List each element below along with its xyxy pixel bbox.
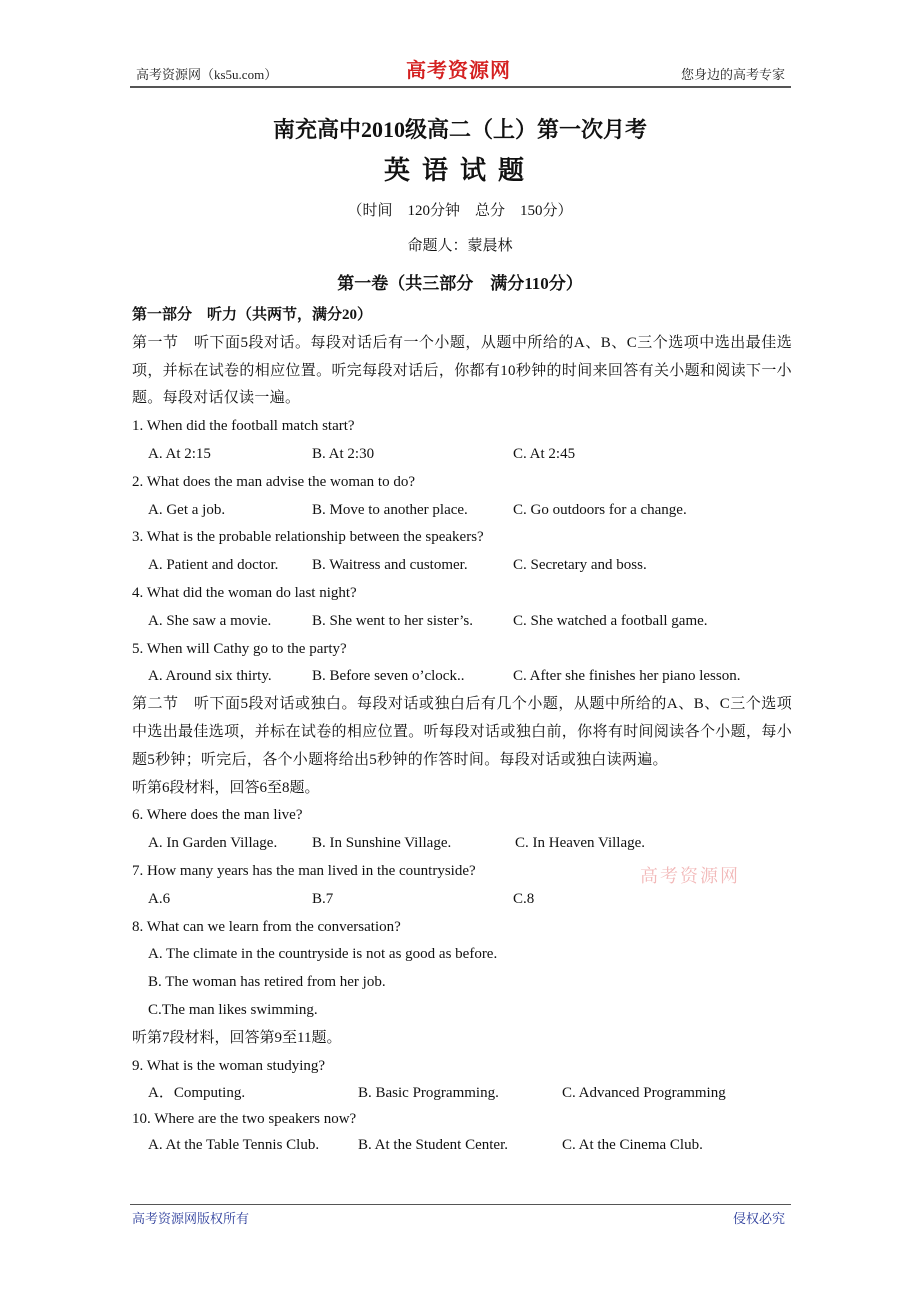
option-a: A. The climate in the countryside is not as good as before. <box>148 946 498 963</box>
question-1: 1. When did the football match start? <box>132 418 355 435</box>
options-2 <box>132 497 792 525</box>
option-b: B.7 <box>312 890 334 907</box>
question-2: 2. What does the man advise the woman to do? <box>132 473 415 490</box>
option-b: B. At 2:30 <box>312 445 375 462</box>
option-b: B. At the Student Center. <box>358 1136 508 1153</box>
options-5 <box>132 663 792 691</box>
option-c: C. In Heaven Village. <box>515 835 646 852</box>
option-a: A. Get a job. <box>148 501 226 518</box>
section1-instructions: 第一节 听下面5段对话。每段对话后有一个小题，从题中所给的A、B、C三个选项中选出最佳选项，并标在试卷的相应位置。听完每段对话后，你都有10秒钟的时间来回答有关小题和阅读下一小题。每段对话仅读一遍。 <box>132 334 792 407</box>
page-footer <box>130 1204 791 1226</box>
options-9 <box>132 1080 792 1106</box>
options-7 <box>132 886 792 914</box>
footer-rights: 侵权必究 <box>732 1211 785 1226</box>
option-b: B. Before seven o’clock.. <box>312 668 465 685</box>
option-a: A. She saw a movie. <box>148 612 272 629</box>
question-7: 7. How many years has the man lived in the countryside? <box>132 862 476 879</box>
header-logo: 高考资源网 <box>406 60 511 82</box>
question-3: 3. What is the probable relationship between the speakers? <box>132 529 484 546</box>
material-7-note: 听第7段材料，回答第9至11题。 <box>132 1029 342 1046</box>
question-4: 4. What did the woman do last night? <box>132 584 357 601</box>
option-b: B. In Sunshine Village. <box>312 835 452 852</box>
options-1 <box>132 441 792 469</box>
option-a: A. Around six thirty. <box>148 668 272 685</box>
part1-heading: 第一部分 听力（共两节，满分20） <box>132 307 373 323</box>
option-c: C.8 <box>513 890 535 907</box>
question-6: 6. Where does the man live? <box>132 807 303 824</box>
question-8: 8. What can we learn from the conversation? <box>132 918 401 935</box>
options-3 <box>132 552 792 580</box>
options-6 <box>132 830 792 858</box>
option-a: A. In Garden Village. <box>148 835 278 852</box>
header-site-name: 高考资源网（ks5u.com） <box>136 67 278 82</box>
exam-content <box>132 302 792 1158</box>
option-c: C.The man likes swimming. <box>148 1001 318 1018</box>
option-c: C. She watched a football game. <box>513 612 708 629</box>
question-5: 5. When will Cathy go to the party? <box>132 640 347 657</box>
options-4 <box>132 608 792 636</box>
option-a: A.6 <box>148 890 171 907</box>
option-a: A. At the Table Tennis Club. <box>148 1136 320 1153</box>
option-c: C. Secretary and boss. <box>513 557 647 574</box>
exam-info: （时间 120分钟 总分 150分） <box>347 203 573 219</box>
exam-title: 南充高中2010级高二（上）第一次月考 <box>272 117 647 142</box>
footer-copyright: 高考资源网版权所有 <box>132 1211 250 1226</box>
option-b: B. The woman has retired from her job. <box>148 974 386 991</box>
option-b: B. Basic Programming. <box>358 1084 499 1101</box>
options-10 <box>132 1132 792 1158</box>
header-slogan: 您身边的高考专家 <box>680 67 785 82</box>
exam-author: 命题人：蒙晨林 <box>407 238 513 254</box>
volume-heading: 第一卷（共三部分 满分110分） <box>337 274 583 293</box>
option-b: B. She went to her sister’s. <box>312 612 473 629</box>
option-b: B. Move to another place. <box>312 501 468 518</box>
question-10: 10. Where are the two speakers now? <box>132 1110 357 1127</box>
option-b: B. Waitress and customer. <box>312 557 468 574</box>
page-header <box>130 56 791 88</box>
question-9: 9. What is the woman studying? <box>132 1057 326 1074</box>
option-c: C. Advanced Programming <box>562 1084 726 1101</box>
option-a: A. Patient and doctor. <box>148 557 279 574</box>
option-c: C. At 2:45 <box>513 445 576 462</box>
watermark-logo: 高考资源网 <box>640 866 740 886</box>
option-c: C. At the Cinema Club. <box>562 1136 703 1153</box>
section2-instructions: 第二节 听下面5段对话或独白。每段对话或独白后有几个小题，从题中所给的A、B、C三个选项中选出最佳选项，并标在试卷的相应位置。听每段对话或独白前，你将有时间阅读各个小题，每小题5秒钟；听完后，各个小题将给出5秒钟的作答时间。每段对话或独白读两遍。 <box>132 696 792 768</box>
subject-title: 英语试题 <box>383 156 536 185</box>
option-a: A．Computing. <box>148 1084 246 1101</box>
option-a: A. At 2:15 <box>148 445 211 462</box>
option-c: C. Go outdoors for a change. <box>513 501 687 518</box>
option-c: C. After she finishes her piano lesson. <box>513 668 741 685</box>
material-6-note: 听第6段材料，回答6至8题。 <box>132 779 320 796</box>
